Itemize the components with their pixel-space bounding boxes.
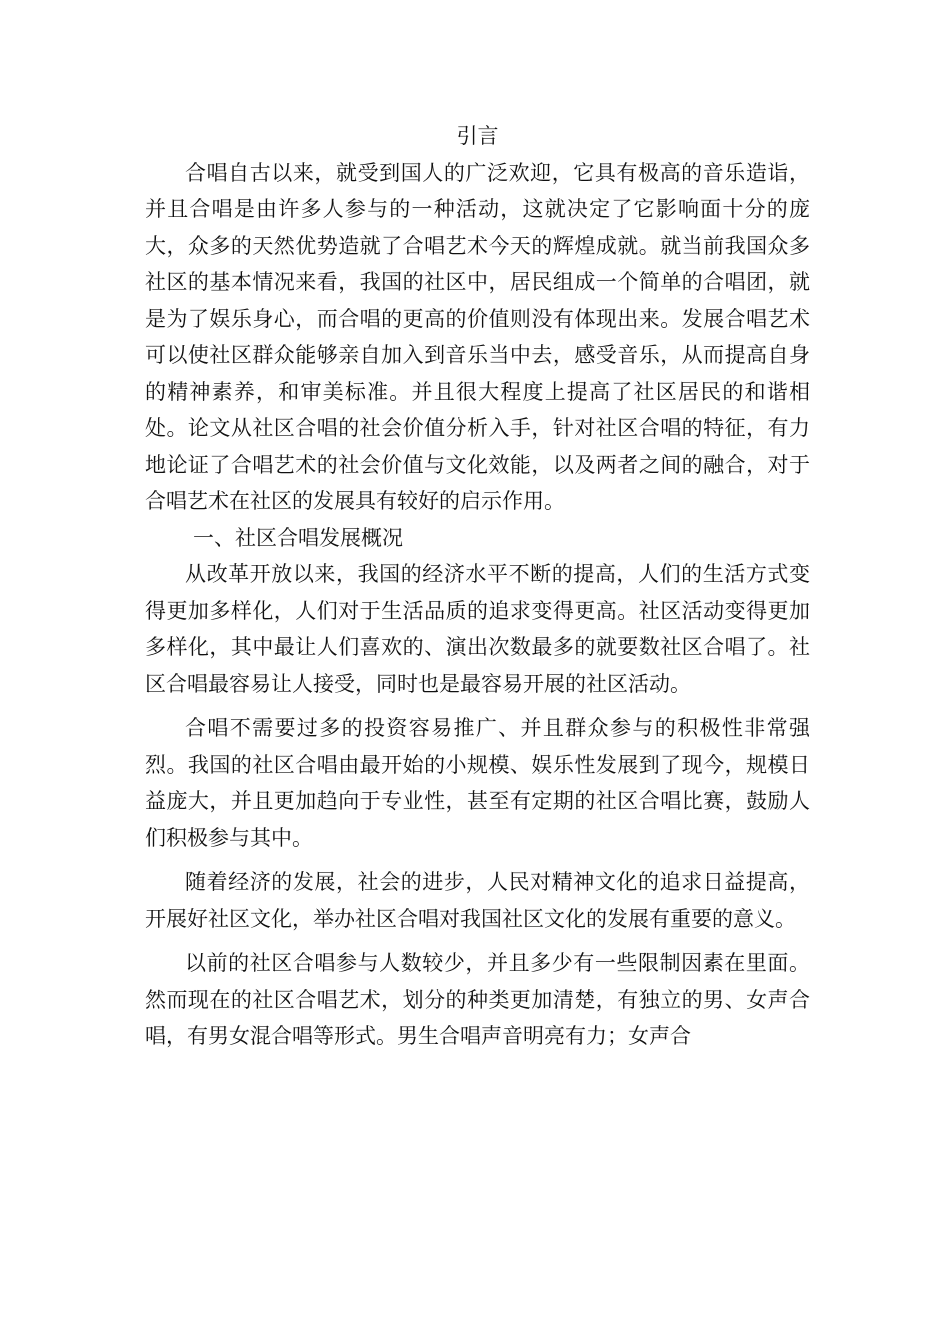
section-heading: 一、社区合唱发展概况 — [193, 525, 403, 550]
body-paragraph: 合唱不需要过多的投资容易推广、并且群众参与的积极性非常强烈。我国的社区合唱由最开始的小规模、娱乐性发展到了现今，规模日益庞大，并且更加趋向于专业性，甚至有定期的社区合唱比赛，鼓励人们积极参与其中。 — [145, 716, 810, 850]
body-paragraph: 以前的社区合唱参与人数较少，并且多少有一些限制因素在里面。然而现在的社区合唱艺术，划分的种类更加清楚，有独立的男、女声合唱，有男女混合唱等形式。男生合唱声音明亮有力；女声合 — [145, 951, 810, 1048]
body-paragraph: 随着经济的发展，社会的进步，人民对精神文化的追求日益提高，开展好社区文化，举办社区合唱对我国社区文化的发展有重要的意义。 — [145, 870, 810, 931]
document-title: 引言 — [456, 124, 499, 148]
document-body — [145, 118, 810, 1055]
body-paragraph: 从改革开放以来，我国的经济水平不断的提高，人们的生活方式变得更加多样化，人们对于生活品质的追求变得更高。社区活动变得更加多样化，其中最让人们喜欢的、演出次数最多的就要数社区合唱了。社区合唱最容易让人接受，同时也是最容易开展的社区活动。 — [145, 562, 810, 696]
intro-paragraph: 合唱自古以来，就受到国人的广泛欢迎，它具有极高的音乐造诣，并且合唱是由许多人参与的一种活动，这就决定了它影响面十分的庞大，众多的天然优势造就了合唱艺术今天的辉煌成就。就当前我国众多社区的基本情况来看，我国的社区中，居民组成一个简单的合唱团，就是为了娱乐身心，而合唱的更高的价值则没有体现出来。发展合唱艺术可以使社区群众能够亲自加入到音乐当中去，感受音乐，从而提高自身的精神素养，和审美标准。并且很大程度上提高了社区居民的和谐相处。论文从社区合唱的社会价值分析入手，针对社区合唱的特征，有力地论证了合唱艺术的社会价值与文化效能，以及两者之间的融合，对于合唱艺术在社区的发展具有较好的启示作用。 — [145, 160, 810, 513]
